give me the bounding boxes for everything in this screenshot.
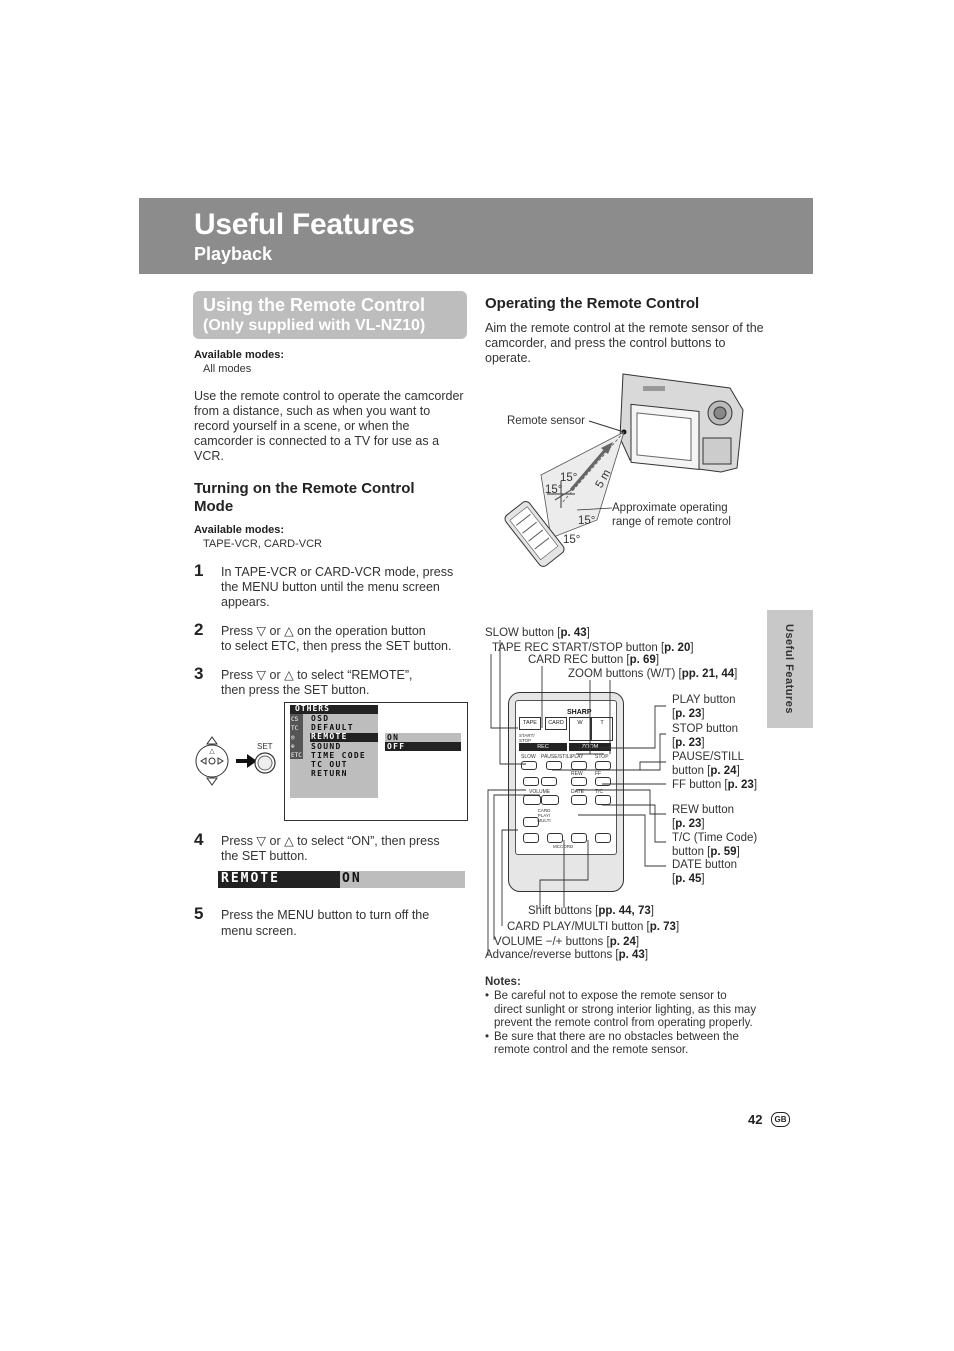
pause-callout: PAUSE/STILL button [p. 24] <box>672 751 745 777</box>
menu-icon-camera: ◎ <box>291 734 295 741</box>
modes-value: All modes <box>203 363 252 375</box>
advance-callout: Advance/reverse buttons [p. 43] <box>485 949 649 961</box>
step-number: 5 <box>194 904 204 923</box>
page-number: 42 <box>748 1112 763 1127</box>
shift-callout: Shift buttons [pp. 44, 73] <box>528 905 654 917</box>
date-callout: DATE button [p. 45] <box>672 859 737 885</box>
rew-callout: REW button [p. 23] <box>672 804 734 830</box>
step-2-text-a: Press ▽ or △ on the operation button <box>221 624 426 638</box>
section-subtitle: (Only supplied with VL-NZ10) <box>203 317 426 334</box>
slow-label: SLOW <box>521 754 536 760</box>
zoom-callout: ZOOM buttons (W/T) [pp. 21, 44] <box>568 668 738 680</box>
range-label-line1: Approximate operating <box>612 502 728 514</box>
step-4-text-a: Press ▽ or △ to select “ON”, then press <box>221 834 440 848</box>
menu-option-off: OFF <box>387 742 406 752</box>
step-number: 2 <box>194 620 204 639</box>
stop-callout: STOP button [p. 23] <box>672 723 739 749</box>
play-label: PLAY <box>571 754 584 760</box>
region-badge: GB <box>771 1112 790 1127</box>
remote-bar-label: REMOTE <box>221 871 280 886</box>
menu-item: OSD <box>311 714 330 723</box>
play-callout: PLAY button [p. 23] <box>672 694 736 720</box>
remote-on-bar <box>218 871 465 888</box>
range-label-line2: range of remote control <box>612 516 731 528</box>
tc-callout: T/C (Time Code) button [p. 59] <box>672 832 758 858</box>
volume-label: VOLUME <box>529 789 551 795</box>
step-number: 3 <box>194 664 204 683</box>
menu-icon-cs: CS <box>291 716 299 723</box>
angle-label: 15° <box>545 484 563 496</box>
card-play-callout: CARD PLAY/MULTI button [p. 73] <box>507 921 680 933</box>
rew-label: REW <box>571 771 583 777</box>
intro-text: Use the remote control to operate the camcorder from a distance, such as when you want to record yourself in a scene, or when the camcorder is connected to a TV for use as a VCR. <box>194 389 464 463</box>
distance-label: 5 m <box>593 467 614 491</box>
angle-label: 15° <box>563 534 581 546</box>
pause-label: PAUSE/STILL <box>541 754 573 760</box>
step-number: 1 <box>194 561 204 580</box>
step-5-text-a: Press the MENU button to turn off the <box>221 908 430 922</box>
operating-heading: Operating the Remote Control <box>485 295 700 312</box>
angle-label: 15° <box>578 515 596 527</box>
modes-value-2: TAPE-VCR, CARD-VCR <box>203 538 322 550</box>
menu-item-selected: REMOTE <box>311 732 348 742</box>
step-2-text-b: to select ETC, then press the SET button. <box>221 639 452 653</box>
date-label: DATE <box>571 789 584 795</box>
ff-label: FF <box>595 771 602 777</box>
start-stop-label: START/ STOP <box>519 733 535 743</box>
note-item: • Be sure that there are no obstacles between the remote control and the remote sensor. <box>485 1030 739 1056</box>
menu-icon-tc: TC <box>291 725 299 732</box>
page-header <box>139 198 813 274</box>
modes-label: Available modes: <box>194 349 285 361</box>
operating-text: Aim the remote control at the remote sensor of the camcorder, and press the control buttons to operate. <box>485 321 764 365</box>
remote-bar-value: ON <box>342 871 362 886</box>
side-tab <box>767 610 813 728</box>
menu-header: OTHERS <box>295 704 330 713</box>
angle-label: 15° <box>560 472 578 484</box>
notes-list <box>485 990 757 1058</box>
turning-on-heading: Turning on the Remote Control Mode <box>194 480 415 515</box>
page-title: Useful Features <box>194 208 415 241</box>
note-item: • Be careful not to expose the remote sensor to direct sunlight or strong interior lighting, as this may prevent the remote control from operating properly. <box>485 990 757 1029</box>
zoom-label: ZOOM <box>569 743 611 751</box>
menu-item: DEFAULT <box>311 723 354 733</box>
menu-item: RETURN <box>311 769 348 779</box>
step-3-text-a: Press ▽ or △ to select “REMOTE”, <box>221 668 413 682</box>
zoom-w-button: W <box>569 717 591 741</box>
camcorder-illustration <box>620 374 743 472</box>
mccord-label: MCCORD <box>553 844 574 849</box>
side-tab-label: Useful Features <box>783 624 795 715</box>
section-title: Using the Remote Control <box>203 295 426 315</box>
step-1-text: In TAPE-VCR or CARD-VCR mode, press the MENU button until the menu screen appears. <box>221 565 454 609</box>
step-number: 4 <box>194 830 204 849</box>
set-label: SET <box>257 742 273 751</box>
menu-icon-card: ⊕ <box>291 743 295 750</box>
tape-rec-callout: TAPE REC START/STOP button [p. 20] <box>492 642 694 654</box>
menu-option-on: ON <box>387 733 400 742</box>
volume-callout: VOLUME −/+ buttons [p. 24] <box>494 936 640 948</box>
slow-callout: SLOW button [p. 43] <box>485 627 590 639</box>
step-4-text-b: the SET button. <box>221 849 308 863</box>
section-title-box <box>193 291 467 339</box>
modes-label-2: Available modes: <box>194 524 285 536</box>
menu-icon-etc: ETC <box>291 752 302 759</box>
page-subtitle: Playback <box>194 244 273 264</box>
card-rec-callout: CARD REC button [p. 69] <box>528 654 660 666</box>
remote-brand: SHARP <box>567 709 592 716</box>
ff-callout: FF button [p. 23] <box>672 779 758 791</box>
notes-heading: Notes: <box>485 976 521 988</box>
remote-range-diagram <box>495 368 755 590</box>
card-button: CARD <box>545 717 567 730</box>
remote-sensor-label: Remote sensor <box>507 415 585 427</box>
step-3-text-b: then press the SET button. <box>221 683 370 697</box>
step-5-text-b: menu screen. <box>221 924 297 938</box>
menu-screen <box>284 702 468 821</box>
card-play-label: CARD PLAY/ MULTI <box>537 808 551 823</box>
stop-label: STOP <box>595 754 609 760</box>
menu-item: TIME CODE <box>311 750 367 760</box>
svg-text:△: △ <box>209 747 215 755</box>
menu-item: SOUND <box>311 741 342 751</box>
rec-label: REC <box>519 743 567 751</box>
menu-item: TC OUT <box>311 760 348 770</box>
tc-label: T/C <box>595 789 604 795</box>
tape-button: TAPE <box>519 717 541 730</box>
zoom-t-button: T <box>591 717 613 741</box>
